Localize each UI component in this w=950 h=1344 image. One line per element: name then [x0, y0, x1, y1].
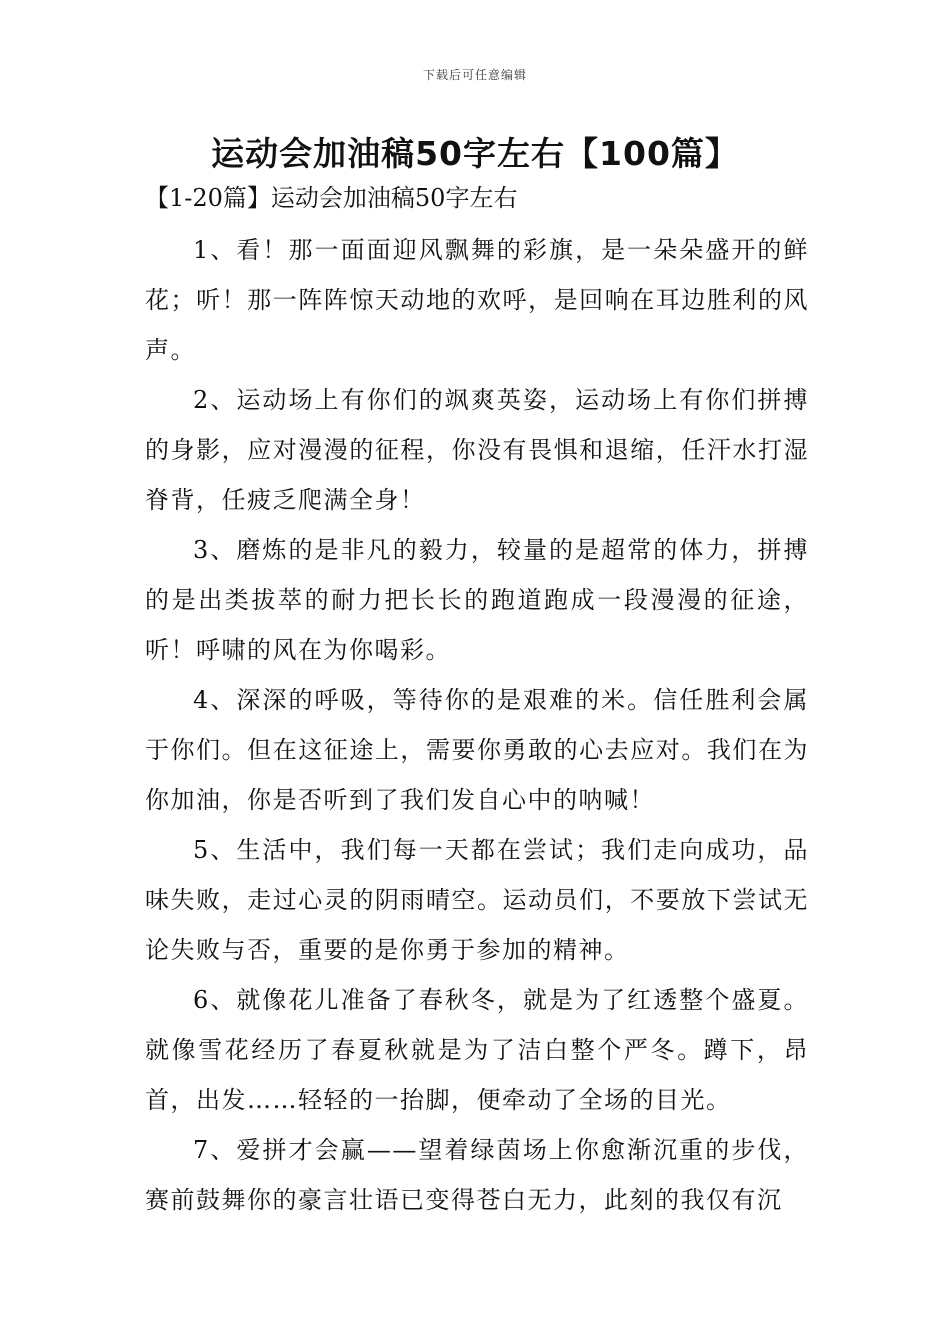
document-title: 运动会加油稿50字左右【100篇】 [211, 134, 739, 173]
section-heading: 【1-20篇】运动会加油稿50字左右 [145, 184, 518, 212]
paragraph-6: 6、就像花儿准备了春秋冬，就是为了红透整个盛夏。就像雪花经历了春夏秋就是为了洁白整个严冬。蹲下，昂首，出发……轻轻的一抬脚，便牵动了全场的目光。 [145, 986, 809, 1114]
document-body [145, 225, 809, 1225]
paragraph-5: 5、生活中，我们每一天都在尝试；我们走向成功，品味失败，走过心灵的阴雨晴空。运动员们，不要放下尝试无论失败与否，重要的是你勇于参加的精神。 [145, 836, 809, 964]
page-header-note: 下载后可任意编辑 [422, 68, 527, 82]
paragraph-4: 4、深深的呼吸，等待你的是艰难的米。信任胜利会属于你们。但在这征途上，需要你勇敢的心去应对。我们在为你加油，你是否听到了我们发自心中的呐喊！ [145, 686, 809, 814]
paragraph-1: 1、看！那一面面迎风飘舞的彩旗，是一朵朵盛开的鲜花；听！那一阵阵惊天动地的欢呼，是回响在耳边胜利的风声。 [145, 236, 809, 364]
paragraph-2: 2、运动场上有你们的飒爽英姿，运动场上有你们拼搏的身影，应对漫漫的征程，你没有畏惧和退缩，任汗水打湿脊背，任疲乏爬满全身！ [145, 386, 809, 514]
paragraph-3: 3、磨炼的是非凡的毅力，较量的是超常的体力，拼搏的是出类拔萃的耐力把长长的跑道跑成一段漫漫的征途，听！呼啸的风在为你喝彩。 [145, 536, 809, 664]
paragraph-7: 7、爱拼才会赢——望着绿茵场上你愈渐沉重的步伐，赛前鼓舞你的豪言壮语已变得苍白无力，此刻的我仅有沉 [145, 1136, 809, 1214]
